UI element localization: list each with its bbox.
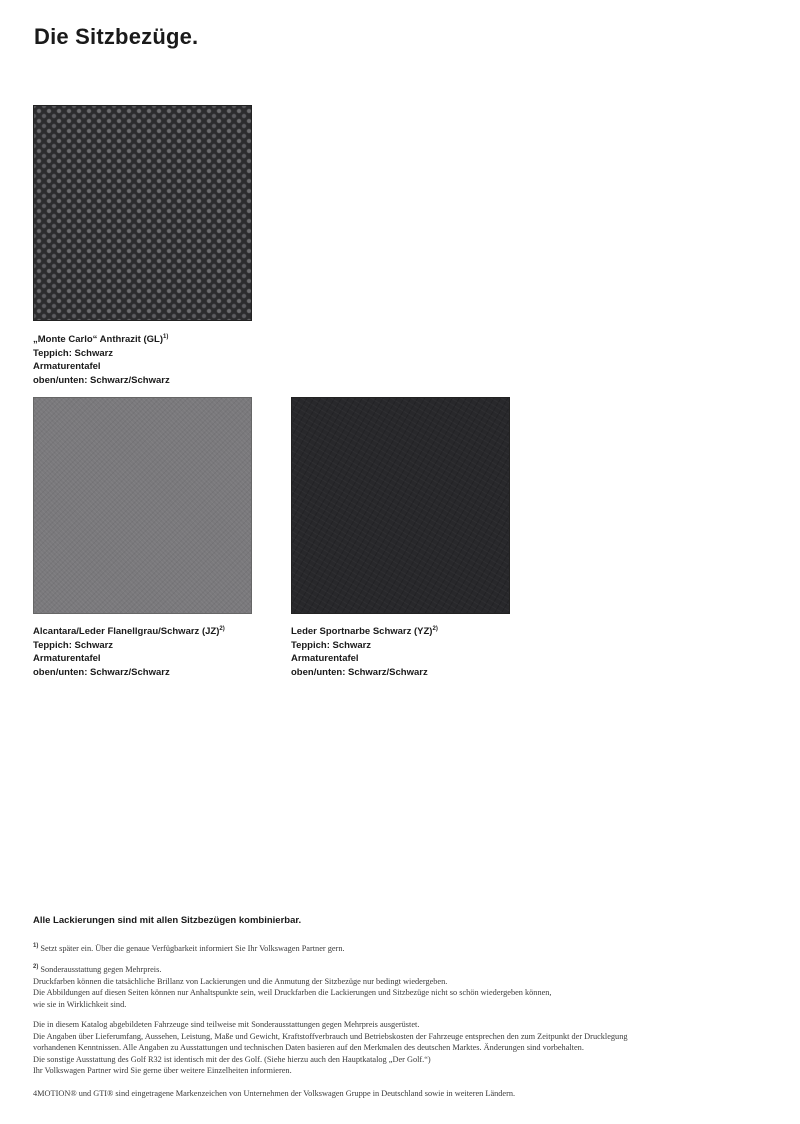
combination-note: Alle Lackierungen sind mit allen Sitzbezügen kombinierbar.	[33, 915, 302, 926]
swatch-monte-carlo-anthrazit	[33, 105, 252, 321]
footnote-line: Die Abbildungen auf diesen Seiten können nur Anhaltspunkte sein, weil Druckfarben die Lackierungen und Sitzbezüge nicht so schön wiedergeben können,	[33, 988, 552, 998]
swatch-detail-carpet: Teppich: Schwarz	[291, 639, 372, 651]
swatch-detail-carpet: Teppich: Schwarz	[33, 639, 114, 651]
disclaimer-line: Ihr Volkswagen Partner wird Sie gerne über weitere Einzelheiten informieren.	[33, 1066, 292, 1076]
footnote-marker: 1)	[33, 943, 39, 949]
footnote-2	[33, 962, 552, 1010]
footnote-marker: 2)	[33, 964, 39, 970]
footnote-1	[33, 941, 345, 955]
footnote-text: Setzt später ein. Über die genaue Verfügbarkeit informiert Sie Ihr Volkswagen Partner gern.	[40, 944, 345, 953]
swatch-name: „Monte Carlo“ Anthrazit (GL)	[33, 334, 163, 345]
swatch-name: Leder Sportnarbe Schwarz (YZ)	[291, 626, 433, 637]
swatch-name: Alcantara/Leder Flanellgrau/Schwarz (JZ)	[33, 626, 220, 637]
footnote-ref: 2)	[432, 626, 438, 632]
footnote-ref: 2)	[219, 626, 225, 632]
footnote-ref: 1)	[163, 334, 169, 340]
trademark-note: 4MOTION® und GTI® sind eingetragene Markenzeichen von Unternehmen der Volkswagen Gruppe in Deutschland sowie in weiteren Ländern.	[33, 1089, 516, 1098]
swatch-caption-alcantara	[33, 623, 225, 679]
footnote-text: Sonderausstattung gegen Mehrpreis.	[40, 965, 162, 974]
swatch-detail-dashboard-colors: oben/unten: Schwarz/Schwarz	[291, 666, 428, 678]
swatch-detail-dashboard-colors: oben/unten: Schwarz/Schwarz	[33, 374, 170, 386]
swatch-alcantara-flanellgrau	[33, 397, 252, 614]
footnote-line: wie sie in Wirklichkeit sind.	[33, 999, 127, 1009]
swatch-caption-leder-sportnarbe	[291, 623, 438, 679]
swatch-detail-dashboard-colors: oben/unten: Schwarz/Schwarz	[33, 666, 170, 678]
swatch-leder-sportnarbe-schwarz	[291, 397, 510, 614]
swatch-detail-dashboard: Armaturentafel	[33, 361, 101, 372]
disclaimer-line: Die sonstige Ausstattung des Golf R32 ist identisch mit der des Golf. (Siehe hierzu auch den Hauptkatalog „Der Golf.“)	[33, 1054, 431, 1064]
swatch-detail-dashboard: Armaturentafel	[33, 653, 101, 664]
swatch-detail-carpet: Teppich: Schwarz	[33, 347, 114, 359]
swatch-caption-monte-carlo	[33, 331, 170, 387]
disclaimer-line: Die Angaben über Lieferumfang, Aussehen, Leistung, Maße und Gewicht, Kraftstoffverbrauch und Betriebskosten der Fahrzeuge entsprechen den zum Zeitpunkt der Drucklegung	[33, 1031, 628, 1041]
disclaimer-line: vorhandenen Kenntnissen. Alle Angaben zu Ausstattungen und technischen Daten basieren auf den Merkmalen des deutschen Marktes. Änderungen sind vorbehalten.	[33, 1043, 584, 1053]
disclaimer-paragraph	[33, 1019, 628, 1077]
disclaimer-line: Die in diesem Katalog abgebildeten Fahrzeuge sind teilweise mit Sonderausstattungen gegen Mehrpreis ausgerüstet.	[33, 1020, 420, 1029]
swatch-detail-dashboard: Armaturentafel	[291, 653, 359, 664]
page-title: Die Sitzbezüge.	[34, 24, 199, 49]
footnote-line: Druckfarben können die tatsächliche Brillanz von Lackierungen und die Anmutung der Sitzbezüge nur bedingt wiedergeben.	[33, 976, 448, 986]
